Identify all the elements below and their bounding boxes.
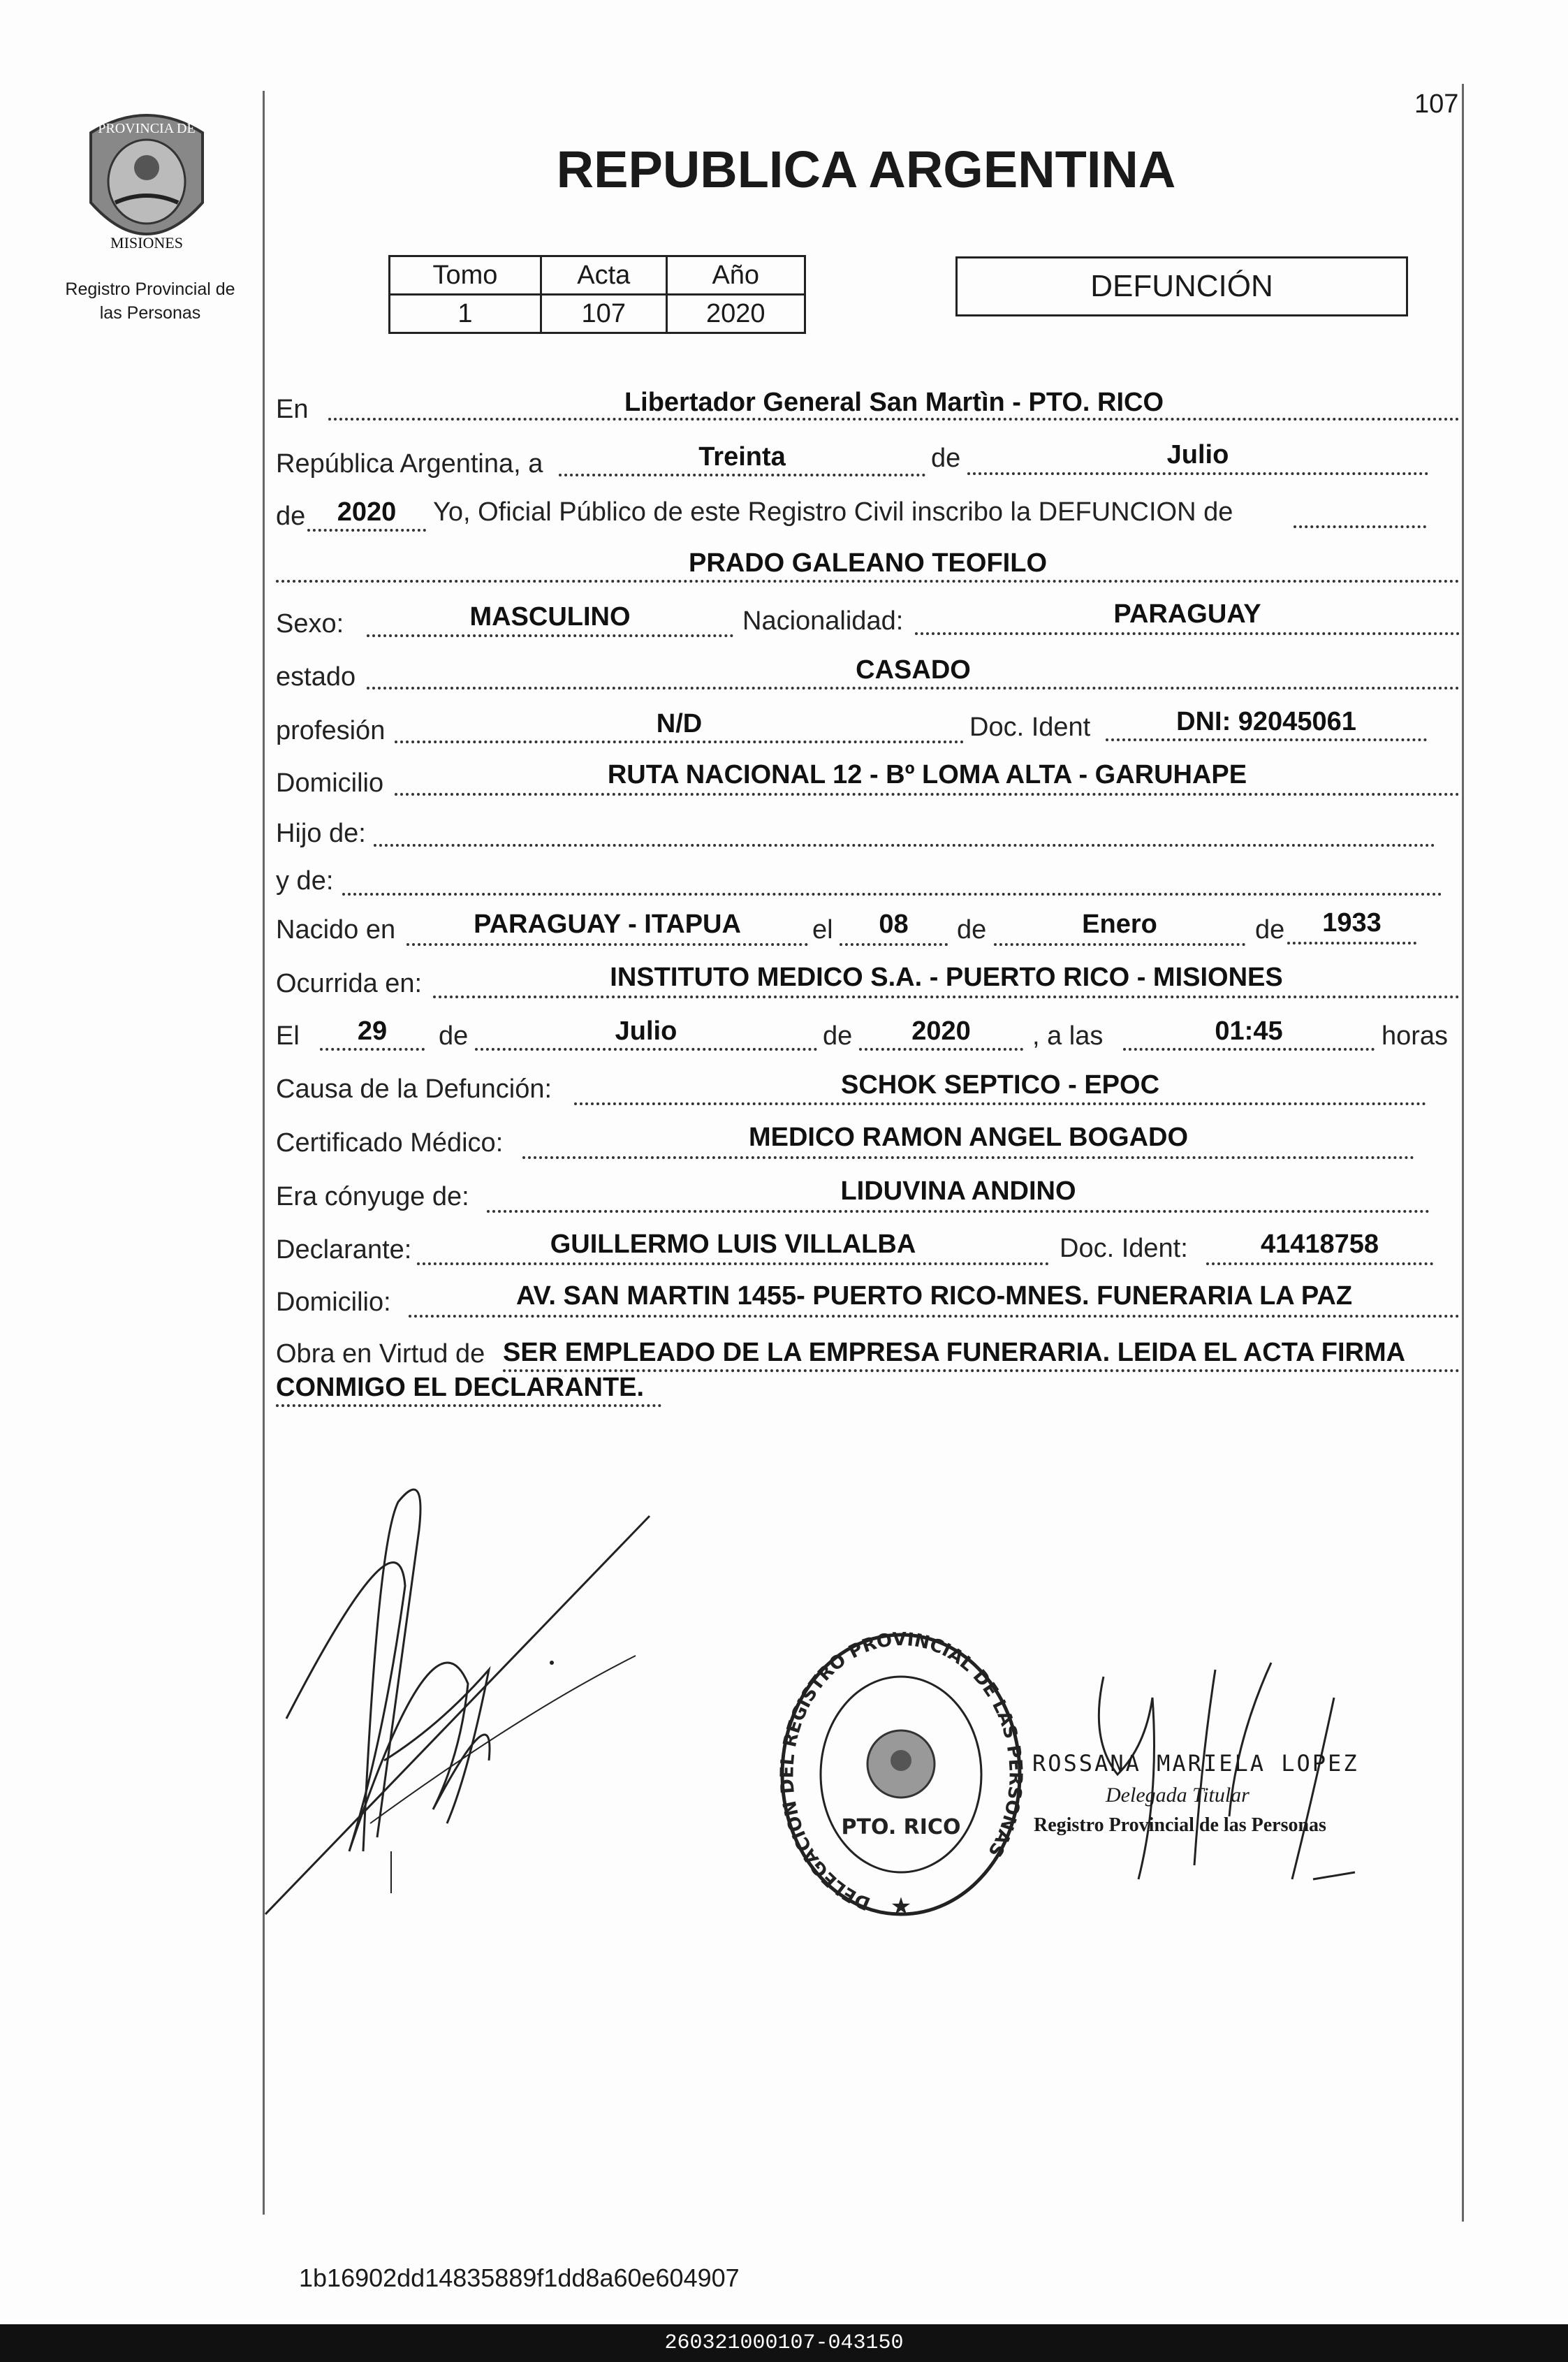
- yo-line: [1294, 525, 1426, 528]
- svg-text:MISIONES: MISIONES: [110, 234, 183, 251]
- cert-value: MEDICO RAMON ANGEL BOGADO: [748, 1123, 1189, 1152]
- svg-text:DELEGACION DEL REGISTRO PROVIN: DELEGACION DEL REGISTRO PROVINCIAL DE LAS PERSONAS: [777, 1628, 1026, 1914]
- declarante-line: [417, 1262, 1049, 1265]
- causa-value: SCHOK SEPTICO - EPOC: [840, 1070, 1160, 1100]
- right-margin-line: [1462, 84, 1464, 2222]
- record-type: DEFUNCIÓN: [1090, 269, 1273, 303]
- conyuge-label: Era cónyuge de:: [276, 1182, 469, 1211]
- nombre-line: [276, 580, 1460, 583]
- sexo-label: Sexo:: [276, 609, 344, 639]
- el-label: el: [812, 915, 833, 945]
- domicilio-label: Domicilio: [276, 768, 384, 798]
- domicilio-line: [395, 793, 1460, 796]
- province-seal-logo: [77, 105, 217, 258]
- conyuge-line: [487, 1210, 1430, 1213]
- def-hora-line: [1123, 1048, 1375, 1051]
- def-mes-line: [475, 1048, 817, 1051]
- ocurrida-line: [433, 996, 1460, 998]
- nacionalidad-line: [915, 632, 1460, 635]
- page-number: 107: [1414, 89, 1459, 119]
- alas-label: , a las: [1032, 1021, 1104, 1051]
- estado-line: [367, 687, 1460, 690]
- cert-line: [522, 1156, 1414, 1159]
- declarante-value: GUILLERMO LUIS VILLALBA: [550, 1230, 916, 1259]
- profesion-line: [395, 741, 964, 743]
- en-line: [328, 418, 1460, 421]
- domicilio2-line: [409, 1315, 1460, 1318]
- logo-caption-2: las Personas: [99, 303, 201, 323]
- def-mes-value: Julio: [615, 1016, 677, 1046]
- estado-label: estado: [276, 662, 356, 692]
- de-label-1: de: [931, 444, 961, 473]
- yo-text: Yo, Oficial Público de este Registro Civil inscribo la DEFUNCION de: [433, 497, 1233, 527]
- header-acta: Acta: [541, 256, 666, 295]
- causa-line: [574, 1102, 1426, 1105]
- page-title: REPUBLICA ARGENTINA: [556, 140, 1176, 198]
- value-anio: 2020: [666, 295, 805, 333]
- causa-label: Causa de la Defunción:: [276, 1074, 552, 1104]
- sexo-line: [367, 634, 733, 637]
- profesion-value: N/D: [656, 709, 703, 738]
- ocurrida-label: Ocurrida en:: [276, 969, 423, 998]
- decl-doc-label: Doc. Ident:: [1060, 1234, 1188, 1263]
- de-label-2: de: [276, 502, 306, 531]
- nac-mes-value: Enero: [1082, 910, 1157, 939]
- decl-doc-line: [1206, 1262, 1433, 1265]
- dia-value: Treinta: [698, 442, 786, 472]
- declarant-signature: [258, 1460, 664, 1921]
- header-tomo: Tomo: [390, 256, 541, 295]
- def-anio-value: 2020: [911, 1016, 971, 1046]
- hijo-label: Hijo de:: [276, 819, 366, 848]
- de-label-4: de: [1255, 915, 1285, 945]
- obra-value-1: SER EMPLEADO DE LA EMPRESA FUNERARIA. LEIDA EL ACTA FIRMA: [503, 1338, 1406, 1367]
- mes-line: [967, 472, 1428, 475]
- profesion-label: profesión: [276, 716, 386, 745]
- officer-title: Delegada Titular: [1106, 1784, 1250, 1807]
- registry-stamp: [775, 1624, 1027, 1932]
- nac-mes-line: [994, 943, 1245, 946]
- value-acta: 107: [541, 295, 666, 333]
- domicilio-value: RUTA NACIONAL 12 - Bº LOMA ALTA - GARUHAPE: [607, 760, 1247, 789]
- nacido-label: Nacido en: [276, 915, 396, 945]
- logo-caption-1: Registro Provincial de: [65, 279, 235, 299]
- footer-code: 260321000107-043150: [0, 2324, 1568, 2362]
- conyuge-value: LIDUVINA ANDINO: [840, 1176, 1076, 1206]
- svg-text:PTO. RICO: PTO. RICO: [841, 1815, 961, 1839]
- en-label: En: [276, 395, 309, 424]
- de-label-3: de: [957, 915, 987, 945]
- record-type-box: [955, 256, 1408, 316]
- svg-text:★: ★: [890, 1893, 912, 1920]
- svg-text:PROVINCIA DE: PROVINCIA DE: [98, 121, 196, 136]
- de-label-6: de: [823, 1021, 853, 1051]
- header-anio: Año: [666, 256, 805, 295]
- declarante-label: Declarante:: [276, 1235, 412, 1264]
- republica-label: República Argentina, a: [276, 449, 543, 479]
- sexo-value: MASCULINO: [469, 602, 631, 632]
- nac-dia-line: [840, 943, 948, 946]
- nacionalidad-label: Nacionalidad:: [742, 606, 904, 636]
- doc-line: [1106, 738, 1427, 741]
- decl-doc-value: 41418758: [1260, 1230, 1379, 1259]
- doc-value: DNI: 92045061: [1176, 707, 1356, 736]
- obra-line-2: [276, 1404, 661, 1407]
- nacionalidad-value: PARAGUAY: [1113, 599, 1261, 629]
- record-table: [388, 255, 806, 334]
- nacido-value: PARAGUAY - ITAPUA: [474, 910, 741, 939]
- ocurrida-value: INSTITUTO MEDICO S.A. - PUERTO RICO - MISIONES: [610, 963, 1283, 992]
- yde-label: y de:: [276, 866, 334, 896]
- def-dia-line: [320, 1048, 425, 1051]
- de-label-5: de: [439, 1021, 469, 1051]
- El-label: El: [276, 1021, 300, 1051]
- def-hora-value: 01:45: [1215, 1016, 1283, 1046]
- yde-line: [342, 893, 1442, 896]
- value-tomo: 1: [390, 295, 541, 333]
- horas-label: horas: [1382, 1021, 1449, 1051]
- nacido-line: [406, 943, 808, 946]
- anio-line: [307, 529, 426, 532]
- estado-value: CASADO: [856, 655, 971, 685]
- def-dia-value: 29: [357, 1016, 388, 1046]
- def-anio-line: [859, 1048, 1023, 1051]
- nac-anio-line: [1287, 942, 1416, 945]
- cert-label: Certificado Médico:: [276, 1128, 504, 1158]
- dia-line: [559, 474, 925, 476]
- document-hash: 1b16902dd14835889f1dd8a60e604907: [299, 2263, 740, 2292]
- doc-label: Doc. Ident: [969, 713, 1091, 742]
- anio-value: 2020: [337, 497, 397, 527]
- officer-org: Registro Provincial de las Personas: [1034, 1814, 1326, 1836]
- nac-anio-value: 1933: [1322, 908, 1382, 938]
- obra-label: Obra en Virtud de: [276, 1339, 485, 1369]
- en-value: Libertador General San Martìn - PTO. RICO: [624, 388, 1164, 417]
- nac-dia-value: 08: [879, 910, 909, 939]
- obra-value-2: CONMIGO EL DECLARANTE.: [276, 1373, 645, 1402]
- obra-line-1: [503, 1369, 1460, 1372]
- officer-name: ROSSANA MARIELA LOPEZ: [1032, 1750, 1359, 1777]
- mes-value: Julio: [1166, 440, 1229, 469]
- nombre-value: PRADO GALEANO TEOFILO: [689, 548, 1047, 578]
- domicilio2-value: AV. SAN MARTIN 1455- PUERTO RICO-MNES. FUNERARIA LA PAZ: [515, 1281, 1353, 1311]
- hijo-line: [374, 844, 1435, 847]
- domicilio2-label: Domicilio:: [276, 1288, 391, 1317]
